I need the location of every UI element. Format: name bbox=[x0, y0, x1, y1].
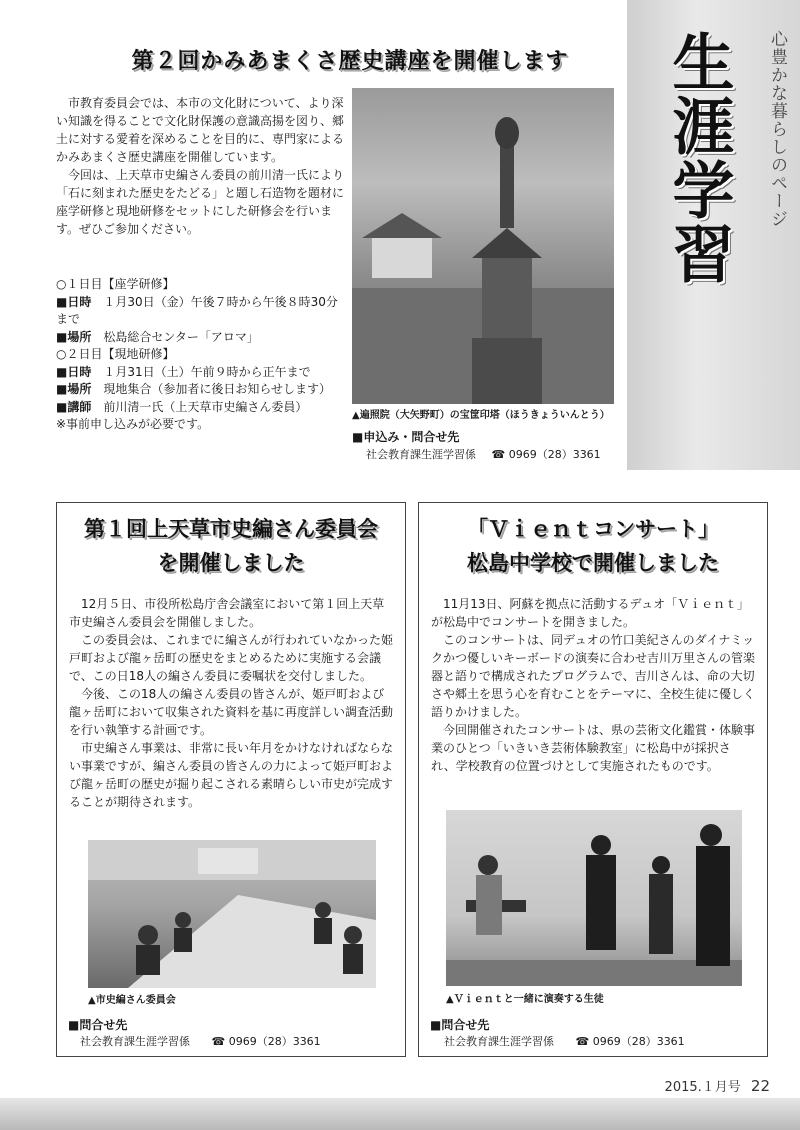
side-panel-subtitle: 心豊かな暮らしのページ bbox=[767, 30, 787, 228]
pagoda-photo bbox=[352, 88, 614, 404]
page-footer bbox=[640, 1076, 770, 1095]
day1-heading: ○１日目【座学研修】 bbox=[56, 277, 175, 291]
article2-contact-org: 社会教育課生涯学習係 bbox=[80, 1035, 190, 1048]
issue-label: 2015.１月号 bbox=[664, 1080, 741, 1095]
article2-contact-heading: ■問合せ先 bbox=[68, 1018, 128, 1032]
article3-contact-line bbox=[444, 1033, 685, 1049]
side-panel-title: 生涯学習 bbox=[662, 30, 735, 286]
concert-photo bbox=[446, 810, 742, 986]
pagoda-illustration bbox=[352, 88, 614, 404]
day1-place-label: ■場所 bbox=[56, 329, 92, 344]
article3-title-line2: 松島中学校で開催しました bbox=[467, 551, 719, 575]
day2-date: １月31日（土）午前９時から正午まで bbox=[103, 364, 311, 379]
lecturer-label: ■講師 bbox=[56, 399, 92, 414]
article3-photo-caption: ▲Ｖｉｅｎｔと一緒に演奏する生徒 bbox=[446, 994, 604, 1005]
article2-title-line2: を開催しました bbox=[157, 551, 305, 575]
article3-paragraph: 今回開催されたコンサートは、県の芸術文化鑑賞・体験事業のひとつ「いきいき芸術体験教室」に松島中が採択され、学校教育の位置づけとして実施されたものです。 bbox=[431, 723, 756, 773]
committee-illustration bbox=[88, 840, 376, 988]
article2-photo-caption: ▲市史編さん委員会 bbox=[88, 995, 176, 1006]
day1-date-label: ■日時 bbox=[56, 294, 92, 309]
article1-photo-caption: ▲遍照院（大矢野町）の宝筐印塔（ほうきょういんとう） bbox=[352, 410, 610, 421]
article1-paragraph: 今回は、上天草市史編さん委員の前川清一氏により「石に刻まれた歴史をたどる」と題し石造物を題材に座学研修と現地研修をセットにした研修会を行います。ぜひご参加ください。 bbox=[56, 168, 345, 236]
day2-date-label: ■日時 bbox=[56, 364, 92, 379]
day2-heading: ○２日目【現地研修】 bbox=[56, 347, 175, 361]
article1-contact-line bbox=[366, 446, 601, 462]
day2-place: 現地集合（参加者に後日お知らせします） bbox=[103, 382, 332, 396]
article3-paragraph: このコンサートは、同デュオの竹口美紀さんのダイナミックかつ優しいキーボードの演奏に合わせ吉川万里さんの管楽器と語りで構成されたプログラムで、吉川さんは、命の大切さや郷土を思う心を育むことをテーマに、全校生徒に優しく語りかけました。 bbox=[431, 633, 756, 719]
registration-note: ※事前申し込みが必要です。 bbox=[56, 417, 210, 431]
article3-contact-org: 社会教育課生涯学習係 bbox=[444, 1035, 554, 1048]
article1-body bbox=[56, 94, 346, 238]
article2-body bbox=[69, 595, 393, 811]
lecturer: 前川清一氏（上天草市史編さん委員） bbox=[103, 399, 308, 414]
article2-paragraph: 今後、この18人の編さん委員の皆さんが、姫戸町および龍ヶ岳町において収集された資料を基に再度詳しい調査活動を行い執筆する計画です。 bbox=[69, 687, 394, 737]
article3-title-line1: 「Ｖｉｅｎｔコンサート」 bbox=[467, 517, 719, 541]
concert-illustration bbox=[446, 810, 742, 986]
article2-title-line1: 第１回上天草市史編さん委員会 bbox=[84, 517, 378, 541]
article2-paragraph: 12月５日、市役所松島庁舎会議室において第１回上天草市史編さん委員会を開催しました。 bbox=[69, 597, 385, 629]
page-number: 22 bbox=[750, 1077, 770, 1095]
article3-body bbox=[431, 595, 755, 775]
article1-schedule bbox=[56, 276, 346, 434]
article2-contact-line bbox=[80, 1033, 321, 1049]
day2-place-label: ■場所 bbox=[56, 382, 92, 396]
article1-title: 第２回かみあまくさ歴史講座を開催します bbox=[131, 49, 569, 74]
day1-place: 松島総合センター「アロマ」 bbox=[103, 329, 259, 344]
article2-paragraph: 市史編さん事業は、非常に長い年月をかけなければならない事業ですが、編さん委員の皆さんの力によって姫戸町および龍ヶ岳町の歴史が掘り起こされる素晴らしい市史が完成することが期待されます。 bbox=[69, 741, 394, 809]
article3-paragraph: 11月13日、阿蘇を拠点に活動するデュオ「Ｖｉｅｎｔ」が松島中でコンサートを開きました。 bbox=[431, 597, 750, 629]
article1-contact-org: 社会教育課生涯学習係 bbox=[366, 448, 476, 461]
committee-photo bbox=[88, 840, 376, 988]
article3-contact-tel: ☎ 0969（28）3361 bbox=[575, 1035, 685, 1048]
article3-contact-heading: ■問合せ先 bbox=[430, 1018, 490, 1032]
day1-date: １月30日（金）午後７時から午後８時30分まで bbox=[56, 294, 338, 326]
article2-paragraph: この委員会は、これまでに編さんが行われていなかった姫戸町および龍ヶ岳町の歴史をまとめるために実施する会議で、この日18人の編さん委員に委嘱状を交付しました。 bbox=[69, 633, 394, 683]
article1-contact-tel: ☎ 0969（28）3361 bbox=[491, 448, 601, 461]
footer-bar bbox=[0, 1098, 800, 1130]
side-panel bbox=[627, 0, 800, 470]
article2-contact-tel: ☎ 0969（28）3361 bbox=[211, 1035, 321, 1048]
article1-paragraph: 市教育委員会では、本市の文化財について、より深い知識を得ることで文化財保護の意識高揚を図り、郷土に対する愛着を深めることを目的に、専門家によるかみあまくさ歴史講座を開催しています。 bbox=[56, 96, 345, 164]
article1-contact-heading: ■申込み・問合せ先 bbox=[352, 430, 460, 444]
